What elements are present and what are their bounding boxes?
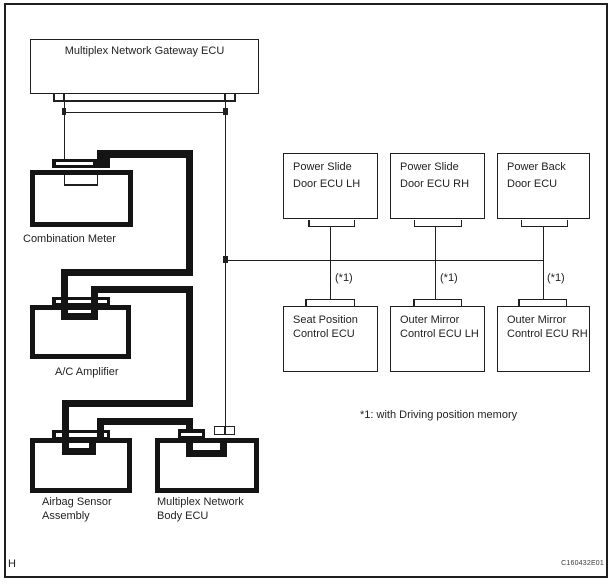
power-back-door-box <box>497 153 590 219</box>
bus-terminator-divider <box>224 427 226 435</box>
body-ecu-junction-slot <box>181 433 202 437</box>
seat-position-box <box>283 306 378 372</box>
wire-psd-rh <box>435 227 437 300</box>
meter-junction-join <box>97 150 110 168</box>
gateway-ecu-label: Multiplex Network Gateway ECU <box>64 45 225 57</box>
power-back-door-label: Power Back Door ECU <box>507 161 566 190</box>
bus-vertical-a <box>186 150 193 276</box>
gateway-link-line <box>64 112 226 114</box>
gateway-notch-right-a <box>224 93 226 101</box>
airbag-sensor-label: Airbag Sensor Assembly <box>42 496 112 522</box>
om-lh-notch <box>413 299 462 301</box>
psd-rh-notch <box>414 226 463 228</box>
ac-amplifier-label: A/C Amplifier <box>55 366 119 378</box>
body-ecu-loop-right <box>220 442 227 457</box>
outer-mirror-lh-label: Outer Mirror Control ECU LH <box>400 314 479 340</box>
seat-notch <box>305 299 355 301</box>
bus-vertical-b <box>186 286 193 408</box>
gateway-drop-bar <box>53 100 236 102</box>
power-slide-door-lh-box <box>283 153 378 219</box>
om-lh-notch <box>461 299 463 307</box>
ac-internal-loop <box>61 313 98 320</box>
wire-pbd <box>543 227 545 301</box>
conditional-marker: (*1) <box>547 272 565 284</box>
figure-code: C160432E01 <box>561 560 604 567</box>
airbag-sensor-box <box>30 438 132 493</box>
outer-mirror-lh-box <box>390 306 485 372</box>
om-rh-notch <box>566 299 568 307</box>
footnote: *1: with Driving position memory <box>360 409 518 421</box>
airbag-internal-loop <box>62 448 96 455</box>
om-rh-notch <box>518 299 520 307</box>
gateway-notch-right-b <box>234 93 236 101</box>
power-slide-door-rh-label: Power Slide Door ECU RH <box>400 161 470 190</box>
bus-top-run <box>97 150 193 158</box>
seat-notch <box>354 299 356 307</box>
airbag-entry-stub <box>62 400 69 456</box>
outer-mirror-rh-label: Outer Mirror Control ECU RH <box>507 314 588 340</box>
gateway-notch-left-b <box>63 93 65 101</box>
power-slide-door-rh-box <box>390 153 485 219</box>
combination-meter-box <box>30 170 133 227</box>
wire-gateway-to-terminator <box>225 101 227 427</box>
body-ecu-label: Multiplex Network Body ECU <box>157 496 244 522</box>
conditional-marker: (*1) <box>440 272 458 284</box>
right-network-bus <box>225 260 543 262</box>
pbd-notch <box>521 226 569 228</box>
meter-junction-slot <box>56 162 93 165</box>
page-mark: H <box>8 558 16 570</box>
meter-connector-bottom <box>64 184 99 186</box>
seat-position-label: Seat Position Control ECU <box>293 314 358 340</box>
combination-meter-label: Combination Meter <box>23 233 116 245</box>
conditional-marker: (*1) <box>335 272 353 284</box>
bus-branch-ac-out <box>91 286 193 294</box>
body-ecu-box <box>155 438 259 493</box>
bus-branch-airbag-out <box>97 418 193 426</box>
power-slide-door-lh-label: Power Slide Door ECU LH <box>293 161 361 190</box>
bus-branch-ac-in <box>61 269 193 277</box>
outer-mirror-rh-box <box>497 306 590 372</box>
airbag-exit-stub <box>97 424 104 442</box>
gateway-ecu-box <box>30 39 259 94</box>
wire-gateway-to-meter <box>64 101 66 160</box>
bus-branch-airbag-in <box>62 400 193 408</box>
psd-lh-notch <box>308 226 355 228</box>
seat-notch <box>305 299 307 307</box>
gateway-notch-left-a <box>53 93 55 101</box>
om-rh-notch <box>518 299 567 301</box>
om-lh-notch <box>413 299 415 307</box>
wire-psd-lh <box>330 227 332 300</box>
